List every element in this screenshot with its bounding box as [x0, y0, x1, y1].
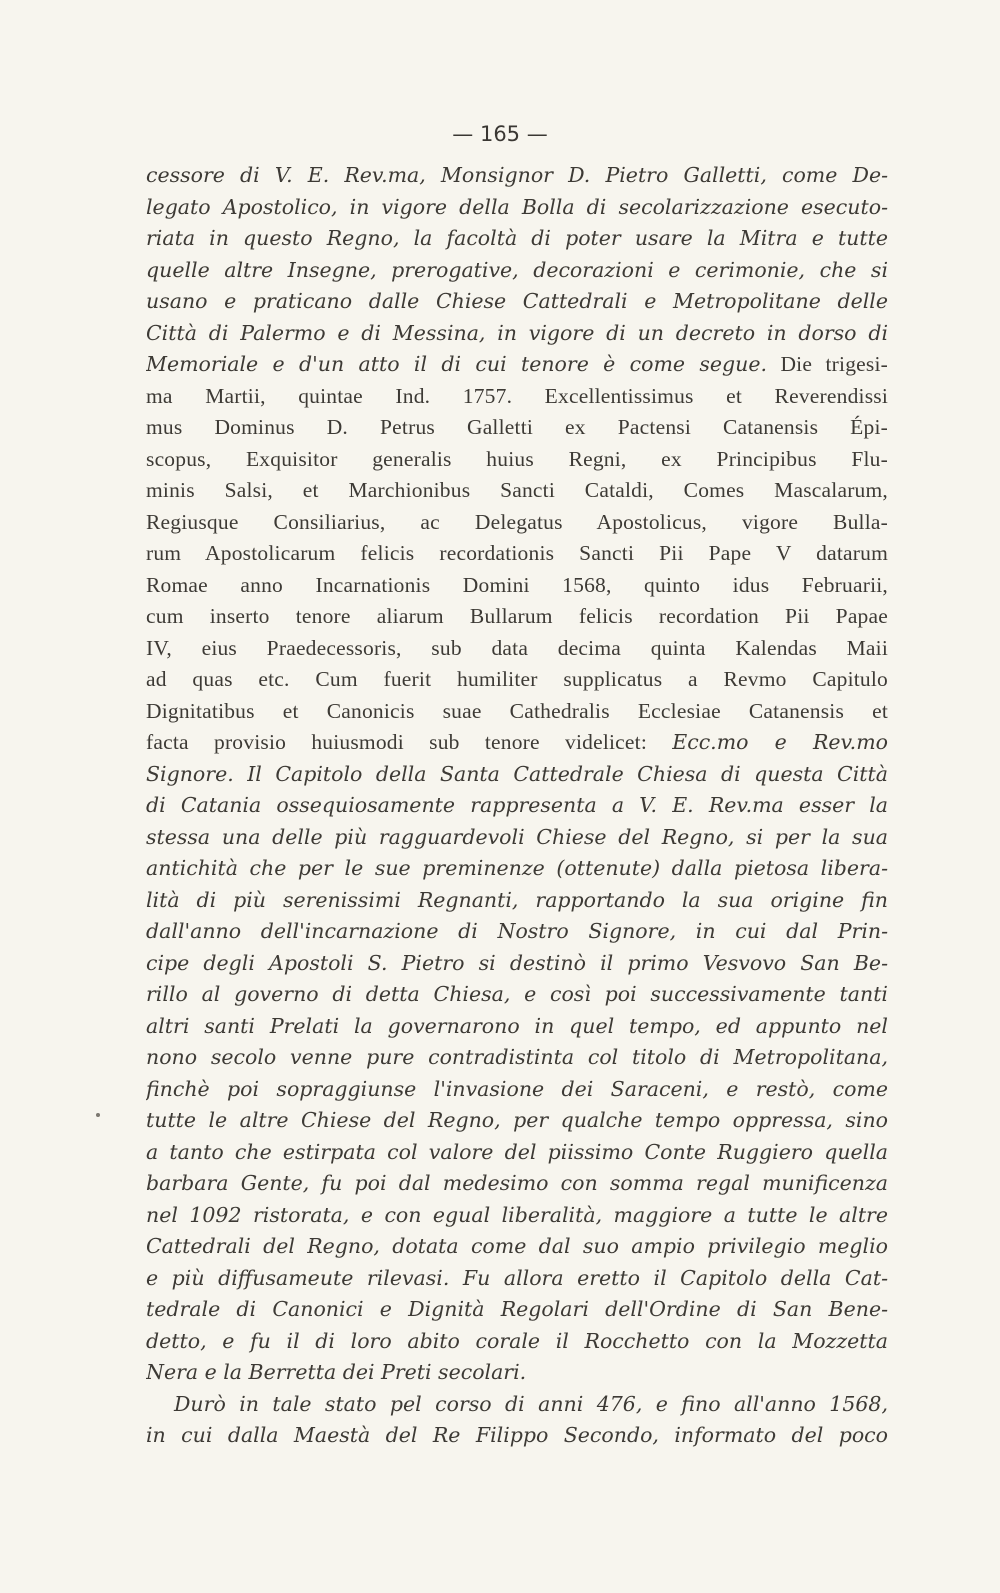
- text-line: quelle altre Insegne, prerogative, decorazioni e cerimonie, che si: [146, 257, 888, 282]
- text-line: [146, 727, 888, 759]
- text-line: mus Dominus D. Petrus Galletti ex Pactensi Catanensis Épi-: [146, 415, 888, 439]
- text-line: finchè poi sopraggiunse l'invasione dei Saraceni, e restò, come: [146, 1076, 888, 1101]
- text-line: usano e praticano dalle Chiese Cattedrali e Metropolitane delle: [146, 289, 888, 313]
- page-number: — 165 —: [452, 122, 548, 146]
- body-text: [146, 160, 888, 1452]
- text-line: in cui dalla Maestà del Re Filippo Secondo, informato del poco: [146, 1423, 888, 1447]
- text-line: nono secolo venne pure contradistinta col titolo di Metropolitana,: [146, 1045, 888, 1069]
- text-line: Città di Palermo e di Messina, in vigore di un decreto in dorso di: [146, 320, 888, 345]
- text-line: cessore di V. E. Rev.ma, Monsignor D. Pietro Galletti, come De-: [146, 163, 888, 187]
- paragraph-end-line: Nera e la Berretta dei Preti secolari.: [146, 1360, 527, 1384]
- text-line: rillo al governo di detta Chiesa, e così poi successivamente tanti: [146, 982, 888, 1006]
- text-line: stessa una delle più ragguardevoli Chiese del Regno, si per la sua: [146, 824, 888, 849]
- text-line: tutte le altre Chiese del Regno, per qualche tempo oppressa, sino: [146, 1108, 888, 1132]
- text-line: tedrale di Canonici e Dignità Regolari dell'Ordine di San Bene-: [146, 1297, 888, 1321]
- ink-speck: [96, 1113, 100, 1117]
- text-fragment-italic: Memoriale e d'un atto il di cui tenore è come segue.: [146, 352, 768, 376]
- text-line: riata in questo Regno, la facoltà di poter usare la Mitra e tutte: [146, 226, 888, 250]
- text-fragment-italic: Ecc.mo e Rev.mo: [672, 730, 888, 754]
- text-line: lità di più serenissimi Regnanti, rapportando la sua origine fin: [146, 887, 888, 912]
- text-line: [146, 349, 888, 381]
- text-fragment-roman: facta provisio huiusmodi sub tenore videlicet:: [146, 730, 673, 754]
- text-line: cum inserto tenore aliarum Bullarum felicis recordation Pii Papae: [146, 604, 888, 628]
- text-line: Dignitatibus et Canonicis suae Cathedralis Ecclesiae Catanensis et: [146, 698, 888, 723]
- text-line: scopus, Exquisitor generalis huius Regni, ex Principibus Flu-: [146, 446, 888, 471]
- text-line: cipe degli Apostoli S. Pietro si destinò il primo Vesvovo San Be-: [146, 950, 888, 975]
- text-line: Cattedrali del Regno, dotata come dal suo ampio privilegio meglio: [146, 1234, 888, 1258]
- text-line: rum Apostolicarum felicis recordationis Sancti Pii Pape V datarum: [146, 541, 888, 565]
- text-line: legato Apostolico, in vigore della Bolla di secolarizzazione esecuto-: [146, 194, 888, 219]
- text-line: barbara Gente, fu poi dal medesimo con somma regal munificenza: [146, 1171, 888, 1195]
- text-line: detto, e fu il di loro abito corale il Rocchetto con la Mozzetta: [146, 1328, 888, 1353]
- text-line: IV, eius Praedecessoris, sub data decima quinta Kalendas Maii: [146, 635, 888, 660]
- text-line: ad quas etc. Cum fuerit humiliter supplicatus a Revmo Capitulo: [146, 667, 888, 691]
- text-line: dall'anno dell'incarnazione di Nostro Signore, in cui dal Prin-: [146, 919, 888, 943]
- text-line: Romae anno Incarnationis Domini 1568, quinto idus Februarii,: [146, 572, 888, 597]
- text-line: Signore. Il Capitolo della Santa Cattedrale Chiesa di questa Città: [146, 761, 888, 786]
- text-line: e più diffusameute rilevasi. Fu allora eretto il Capitolo della Cat-: [146, 1265, 888, 1290]
- paragraph-first-line: Durò in tale stato pel corso di anni 476, e fino all'anno 1568,: [174, 1391, 888, 1416]
- text-line: a tanto che estirpata col valore del piissimo Conte Ruggiero quella: [146, 1139, 888, 1164]
- text-line: ma Martii, quintae Ind. 1757. Excellentissimus et Reverendissi: [146, 383, 888, 408]
- text-line: di Catania ossequiosamente rappresenta a V. E. Rev.ma esser la: [146, 793, 888, 817]
- text-line: Regiusque Consiliarius, ac Delegatus Apostolicus, vigore Bulla-: [146, 509, 888, 534]
- text-fragment-roman: Die trigesi-: [767, 352, 888, 376]
- text-line: altri santi Prelati la governarono in quel tempo, ed appunto nel: [146, 1013, 888, 1038]
- text-line: antichità che per le sue preminenze (ottenute) dalla pietosa libera-: [146, 856, 888, 880]
- text-line: minis Salsi, et Marchionibus Sancti Cataldi, Comes Mascalarum,: [146, 478, 888, 502]
- text-line: nel 1092 ristorata, e con egual liberalità, maggiore a tutte le altre: [146, 1202, 888, 1227]
